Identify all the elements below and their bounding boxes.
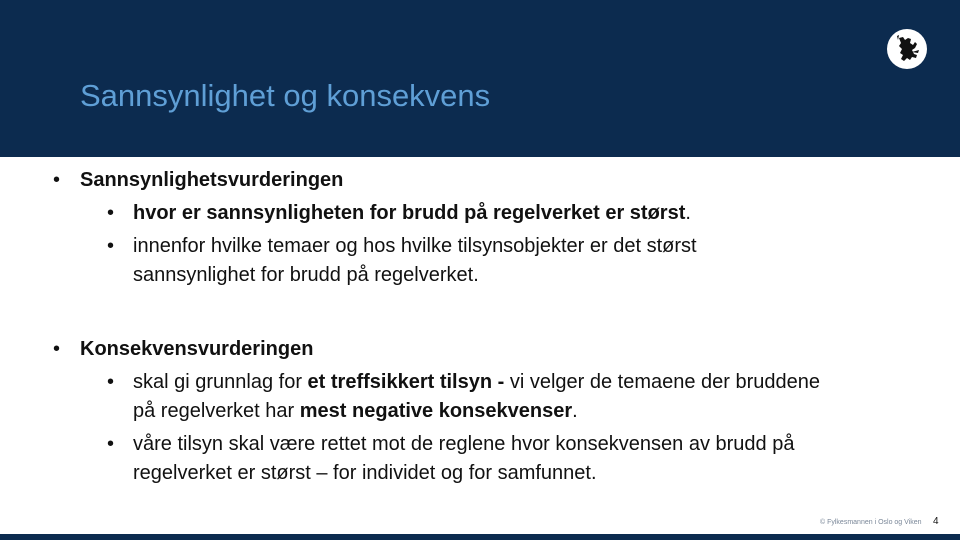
sub-bullet-1b-line1: innenfor hvilke temaer og hos hvilke tilsynsobjekter er det størst: [133, 235, 697, 257]
coat-of-arms-lion-icon: [886, 28, 928, 70]
sub-bullet-2a-line1: [133, 370, 820, 394]
sub-bullet-2a-bold2: mest negative konsekvenser: [299, 400, 573, 422]
slide-title: Sannsynlighet og konsekvens: [80, 78, 491, 113]
sub-bullet-1a-period: .: [685, 202, 691, 224]
bullet-konsekvensvurderingen: Konsekvensvurderingen: [80, 338, 314, 360]
sub-bullet-2a-text4: .: [572, 400, 578, 422]
sub-bullet-2a-text3: på regelverket har: [133, 400, 300, 422]
sub-bullet-1a-bold: hvor er sannsynligheten for brudd på regelverket er størst: [133, 202, 686, 224]
sub-bullet-2b-line2: regelverket er størst – for individet og for samfunnet.: [133, 462, 597, 484]
slide-header: [0, 0, 960, 157]
bullet-marker: •: [107, 371, 115, 393]
footer-bar: [0, 534, 960, 540]
bullet-marker: •: [53, 338, 61, 360]
sub-bullet-2a-text2: vi velger de temaene der bruddene: [504, 371, 821, 393]
sub-bullet-2a-bold1: et treffsikkert tilsyn -: [307, 371, 505, 393]
bullet-sannsynlighetsvurderingen: Sannsynlighetsvurderingen: [80, 169, 344, 191]
bullet-marker: •: [107, 235, 115, 257]
footer-copyright: © Fylkesmannen i Oslo og Viken: [820, 519, 922, 526]
sub-bullet-2a-line2: [133, 399, 578, 423]
page-number: 4: [933, 516, 939, 527]
sub-bullet-1a: [133, 201, 691, 225]
sub-bullet-2a-text1: skal gi grunnlag for: [133, 371, 308, 393]
bullet-marker: •: [107, 202, 115, 224]
bullet-marker: •: [107, 433, 115, 455]
sub-bullet-2b-line1: våre tilsyn skal være rettet mot de reglene hvor konsekvensen av brudd på: [133, 433, 795, 455]
bullet-marker: •: [53, 169, 61, 191]
sub-bullet-1b-line2: sannsynlighet for brudd på regelverket.: [133, 264, 479, 286]
